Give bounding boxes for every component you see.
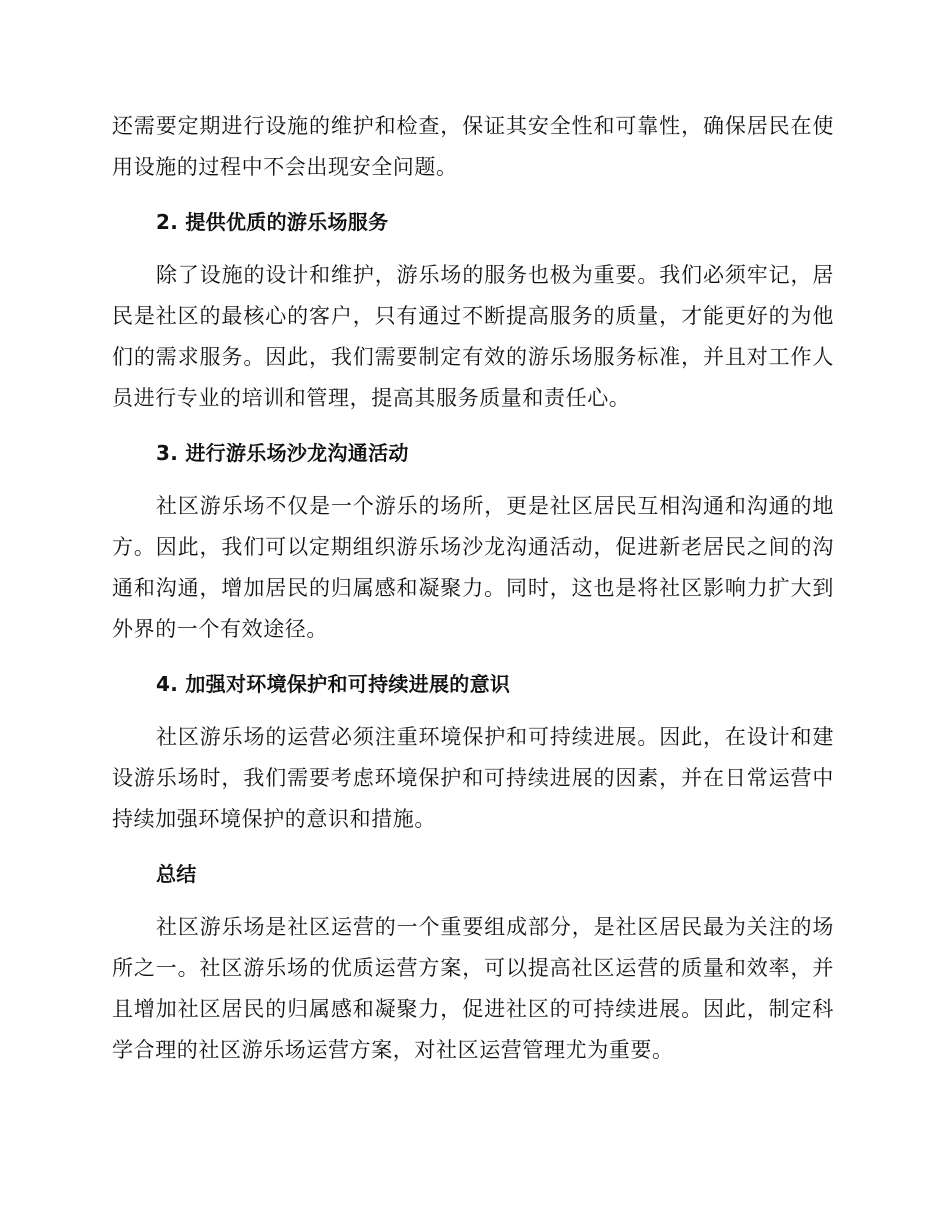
section-body-environment: 社区游乐场的运营必须注重环境保护和可持续进展。因此，在设计和建设游乐场时，我们需要考虑环境保护和可持续进展的因素，并在日常运营中持续加强环境保护的意识和措施。 (112, 725, 834, 831)
continued-paragraph: 还需要定期进行设施的维护和检查，保证其安全性和可靠性，确保居民在使用设施的过程中不会出现安全问题。 (112, 114, 834, 179)
document-body (112, 106, 834, 1071)
section-heading-salon: 3. 进行游乐场沙龙沟通活动 (156, 441, 409, 465)
section-heading-environment: 4. 加强对环境保护和可持续进展的意识 (156, 672, 511, 696)
section-heading-summary: 总结 (156, 862, 197, 886)
section-body-service: 除了设施的设计和维护，游乐场的服务也极为重要。我们必须牢记，居民是社区的最核心的客户，只有通过不断提高服务的质量，才能更好的为他们的需求服务。因此，我们需要制定有效的游乐场服务标准，并且对工作人员进行专业的培训和管理，提高其服务质量和责任心。 (112, 263, 834, 410)
section-body-summary: 社区游乐场是社区运营的一个重要组成部分，是社区居民最为关注的场所之一。社区游乐场的优质运营方案，可以提高社区运营的质量和效率，并且增加社区居民的归属感和凝聚力，促进社区的可持续进展。因此，制定科学合理的社区游乐场运营方案，对社区运营管理尤为重要。 (112, 915, 834, 1062)
section-heading-service: 2. 提供优质的游乐场服务 (156, 210, 389, 234)
section-body-salon: 社区游乐场不仅是一个游乐的场所，更是社区居民互相沟通和沟通的地方。因此，我们可以定期组织游乐场沙龙沟通活动，促进新老居民之间的沟通和沟通，增加居民的归属感和凝聚力。同时，这也是将社区影响力扩大到外界的一个有效途径。 (112, 494, 834, 641)
